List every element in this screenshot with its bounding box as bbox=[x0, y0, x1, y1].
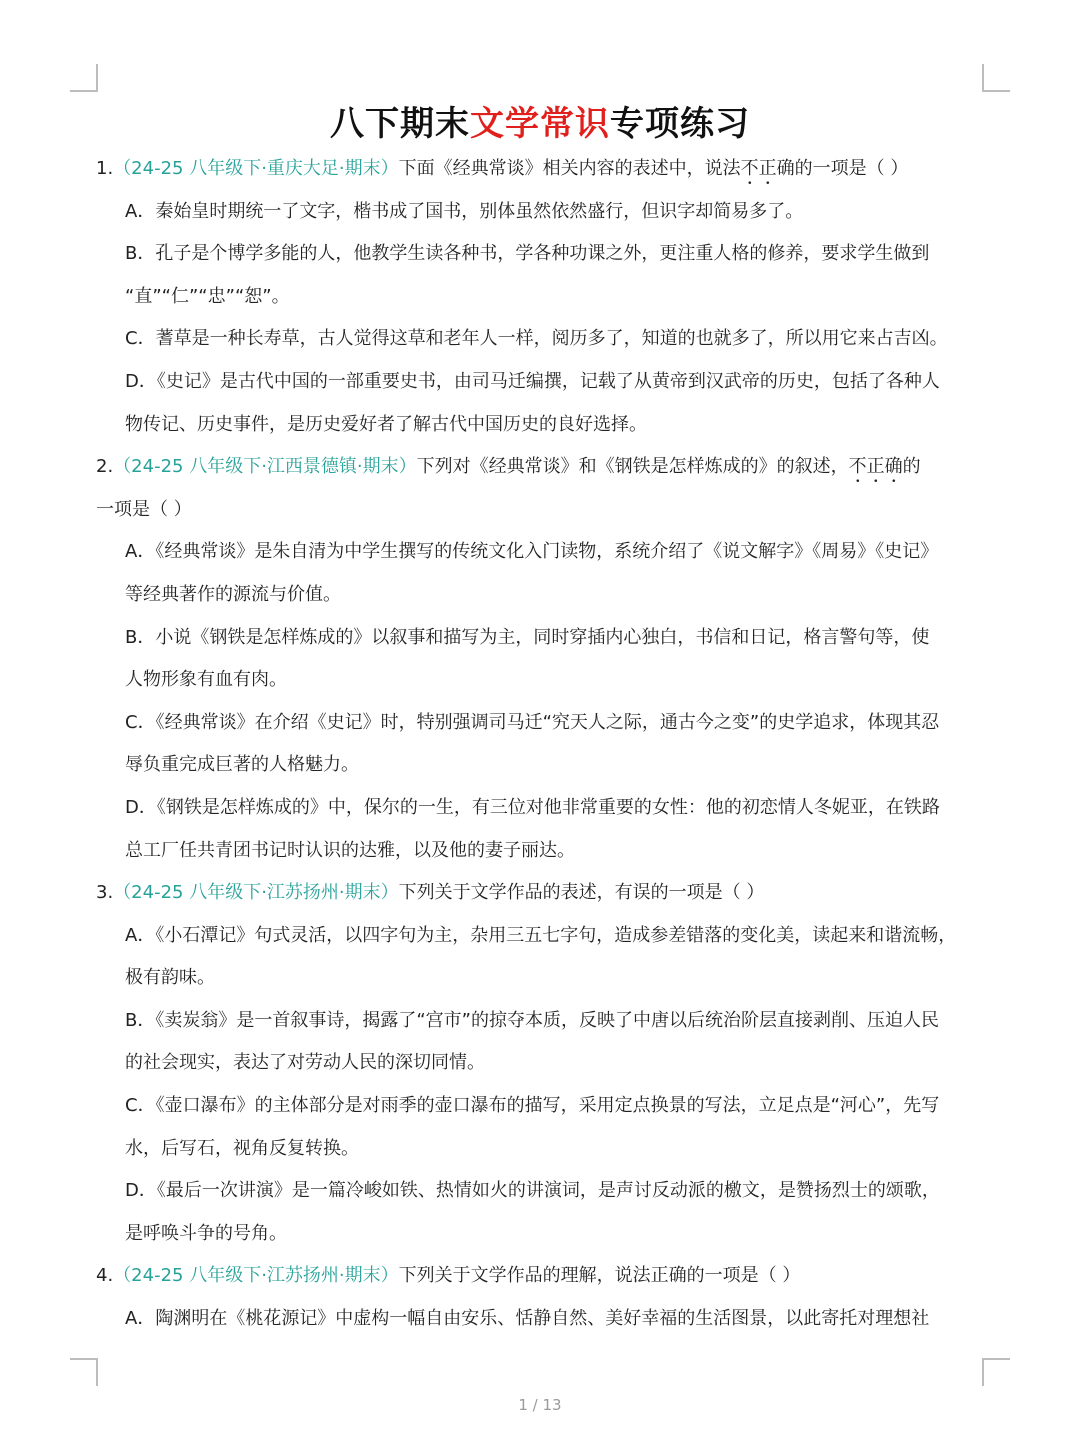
page-corner-mark-top-left bbox=[70, 64, 98, 92]
document-body bbox=[96, 148, 988, 1341]
question-1-stem bbox=[96, 148, 988, 191]
question-1-option-b-cont: “直”“仁”“忠”“恕”。 bbox=[125, 285, 290, 307]
emphasis-mark: 不正 bbox=[740, 158, 777, 179]
question-number: 3. bbox=[96, 882, 114, 904]
question-stem-text: 下面《经典常谈》相关内容的表述中，说法 bbox=[398, 158, 741, 179]
question-stem-text: 下列关于文学作品的理解，说法正确的一项是（ ） bbox=[398, 1265, 801, 1287]
page-corner-mark-top-right bbox=[982, 64, 1010, 92]
page-corner-mark-bottom-right bbox=[982, 1358, 1010, 1386]
question-2-stem bbox=[96, 446, 988, 489]
question-3-option-a: A．《小石潭记》句式灵活，以四字句为主，杂用三五七字句，造成参差错落的变化美，读起来和谐流畅， bbox=[125, 924, 957, 946]
document-title bbox=[0, 96, 1080, 145]
question-3-option-c-cont: 水，后写石，视角反复转换。 bbox=[125, 1137, 359, 1159]
question-2-option-c: C．《经典常谈》在介绍《史记》时，特别强调司马迁“究天人之际，通古今之变”的史学追求，体现其忍 bbox=[125, 711, 940, 733]
question-stem-text: 下列对《经典常谈》和《钢铁是怎样炼成的》的叙述， bbox=[416, 456, 849, 478]
page-corner-mark-bottom-left bbox=[70, 1358, 98, 1386]
question-2-stem-cont: 一项是（ ） bbox=[96, 498, 192, 520]
question-3-option-d-cont: 是呼唤斗争的号角。 bbox=[125, 1222, 287, 1244]
question-1-option-c: C．蓍草是一种长寿草，古人觉得这草和老年人一样，阅历多了，知道的也就多了，所以用它来占吉凶。 bbox=[125, 328, 948, 350]
question-stem-text: 的 bbox=[902, 456, 921, 478]
question-number: 2. bbox=[96, 456, 114, 478]
question-source: （24-25 八年级下·江苏扬州·期末） bbox=[113, 1265, 399, 1287]
question-source: （24-25 八年级下·江苏扬州·期末） bbox=[113, 882, 399, 904]
question-stem-text: 下列关于文学作品的表述，有误的一项是（ ） bbox=[398, 882, 765, 904]
title-part-2: 专项练习 bbox=[610, 104, 750, 144]
question-2-option-a-cont: 等经典著作的源流与价值。 bbox=[125, 583, 341, 605]
question-3-stem bbox=[96, 872, 988, 915]
question-number: 4. bbox=[96, 1265, 114, 1287]
question-1-option-b: B．孔子是个博学多能的人，他教学生读各种书，学各种功课之外，更注重人格的修养，要求学生做到 bbox=[125, 243, 930, 265]
question-2-option-c-cont: 辱负重完成巨著的人格魅力。 bbox=[125, 754, 359, 776]
title-part-1: 八下期末 bbox=[330, 104, 470, 144]
question-4-option-a: A．陶渊明在《桃花源记》中虚构一幅自由安乐、恬静自然、美好幸福的生活图景，以此寄托对理想社 bbox=[125, 1308, 930, 1330]
page-indicator: 1 / 13 bbox=[518, 1396, 562, 1414]
question-2-option-d: D．《钢铁是怎样炼成的》中，保尔的一生，有三位对他非常重要的女性：他的初恋情人冬妮亚，在铁路 bbox=[125, 796, 940, 818]
question-2-option-b-cont: 人物形象有血有肉。 bbox=[125, 669, 287, 691]
question-4-stem bbox=[96, 1255, 988, 1298]
question-3-option-b: B．《卖炭翁》是一首叙事诗，揭露了“宫市”的掠夺本质，反映了中唐以后统治阶层直接剥削、压迫人民 bbox=[125, 1009, 939, 1031]
emphasis-mark: 不正确 bbox=[848, 456, 903, 478]
question-source: （24-25 八年级下·江西景德镇·期末） bbox=[113, 456, 417, 478]
question-3-option-d: D．《最后一次讲演》是一篇冷峻如铁、热情如火的讲演词，是声讨反动派的檄文，是赞扬烈士的颂歌， bbox=[125, 1180, 940, 1202]
question-number: 1. bbox=[96, 158, 114, 179]
question-2-option-b: B．小说《钢铁是怎样炼成的》以叙事和描写为主，同时穿插内心独白，书信和日记，格言警句等，使 bbox=[125, 626, 930, 648]
question-3-option-b-cont: 的社会现实，表达了对劳动人民的深切同情。 bbox=[125, 1052, 485, 1074]
question-3-option-c: C．《壶口瀑布》的主体部分是对雨季的壶口瀑布的描写，采用定点换景的写法，立足点是“河心”，先写 bbox=[125, 1095, 940, 1117]
question-1-option-a: A．秦始皇时期统一了文字，楷书成了国书，别体虽然依然盛行，但识字却简易多了。 bbox=[125, 200, 804, 222]
question-1-option-d: D．《史记》是古代中国的一部重要史书，由司马迁编撰，记载了从黄帝到汉武帝的历史，包括了各种人 bbox=[125, 370, 940, 392]
title-accent: 文学常识 bbox=[470, 104, 610, 144]
question-3-option-a-cont: 极有韵味。 bbox=[125, 967, 215, 989]
question-2-option-d-cont: 总工厂任共青团书记时认识的达雅，以及他的妻子丽达。 bbox=[125, 839, 575, 861]
question-2-option-a: A．《经典常谈》是朱自清为中学生撰写的传统文化入门读物，系统介绍了《说文解字》《周易》《史记》 bbox=[125, 541, 939, 563]
question-stem-text: 确的一项是（ ） bbox=[776, 158, 909, 179]
question-source: （24-25 八年级下·重庆大足·期末） bbox=[113, 158, 399, 179]
question-1-option-d-cont: 物传记、历史事件，是历史爱好者了解古代中国历史的良好选择。 bbox=[125, 413, 647, 435]
